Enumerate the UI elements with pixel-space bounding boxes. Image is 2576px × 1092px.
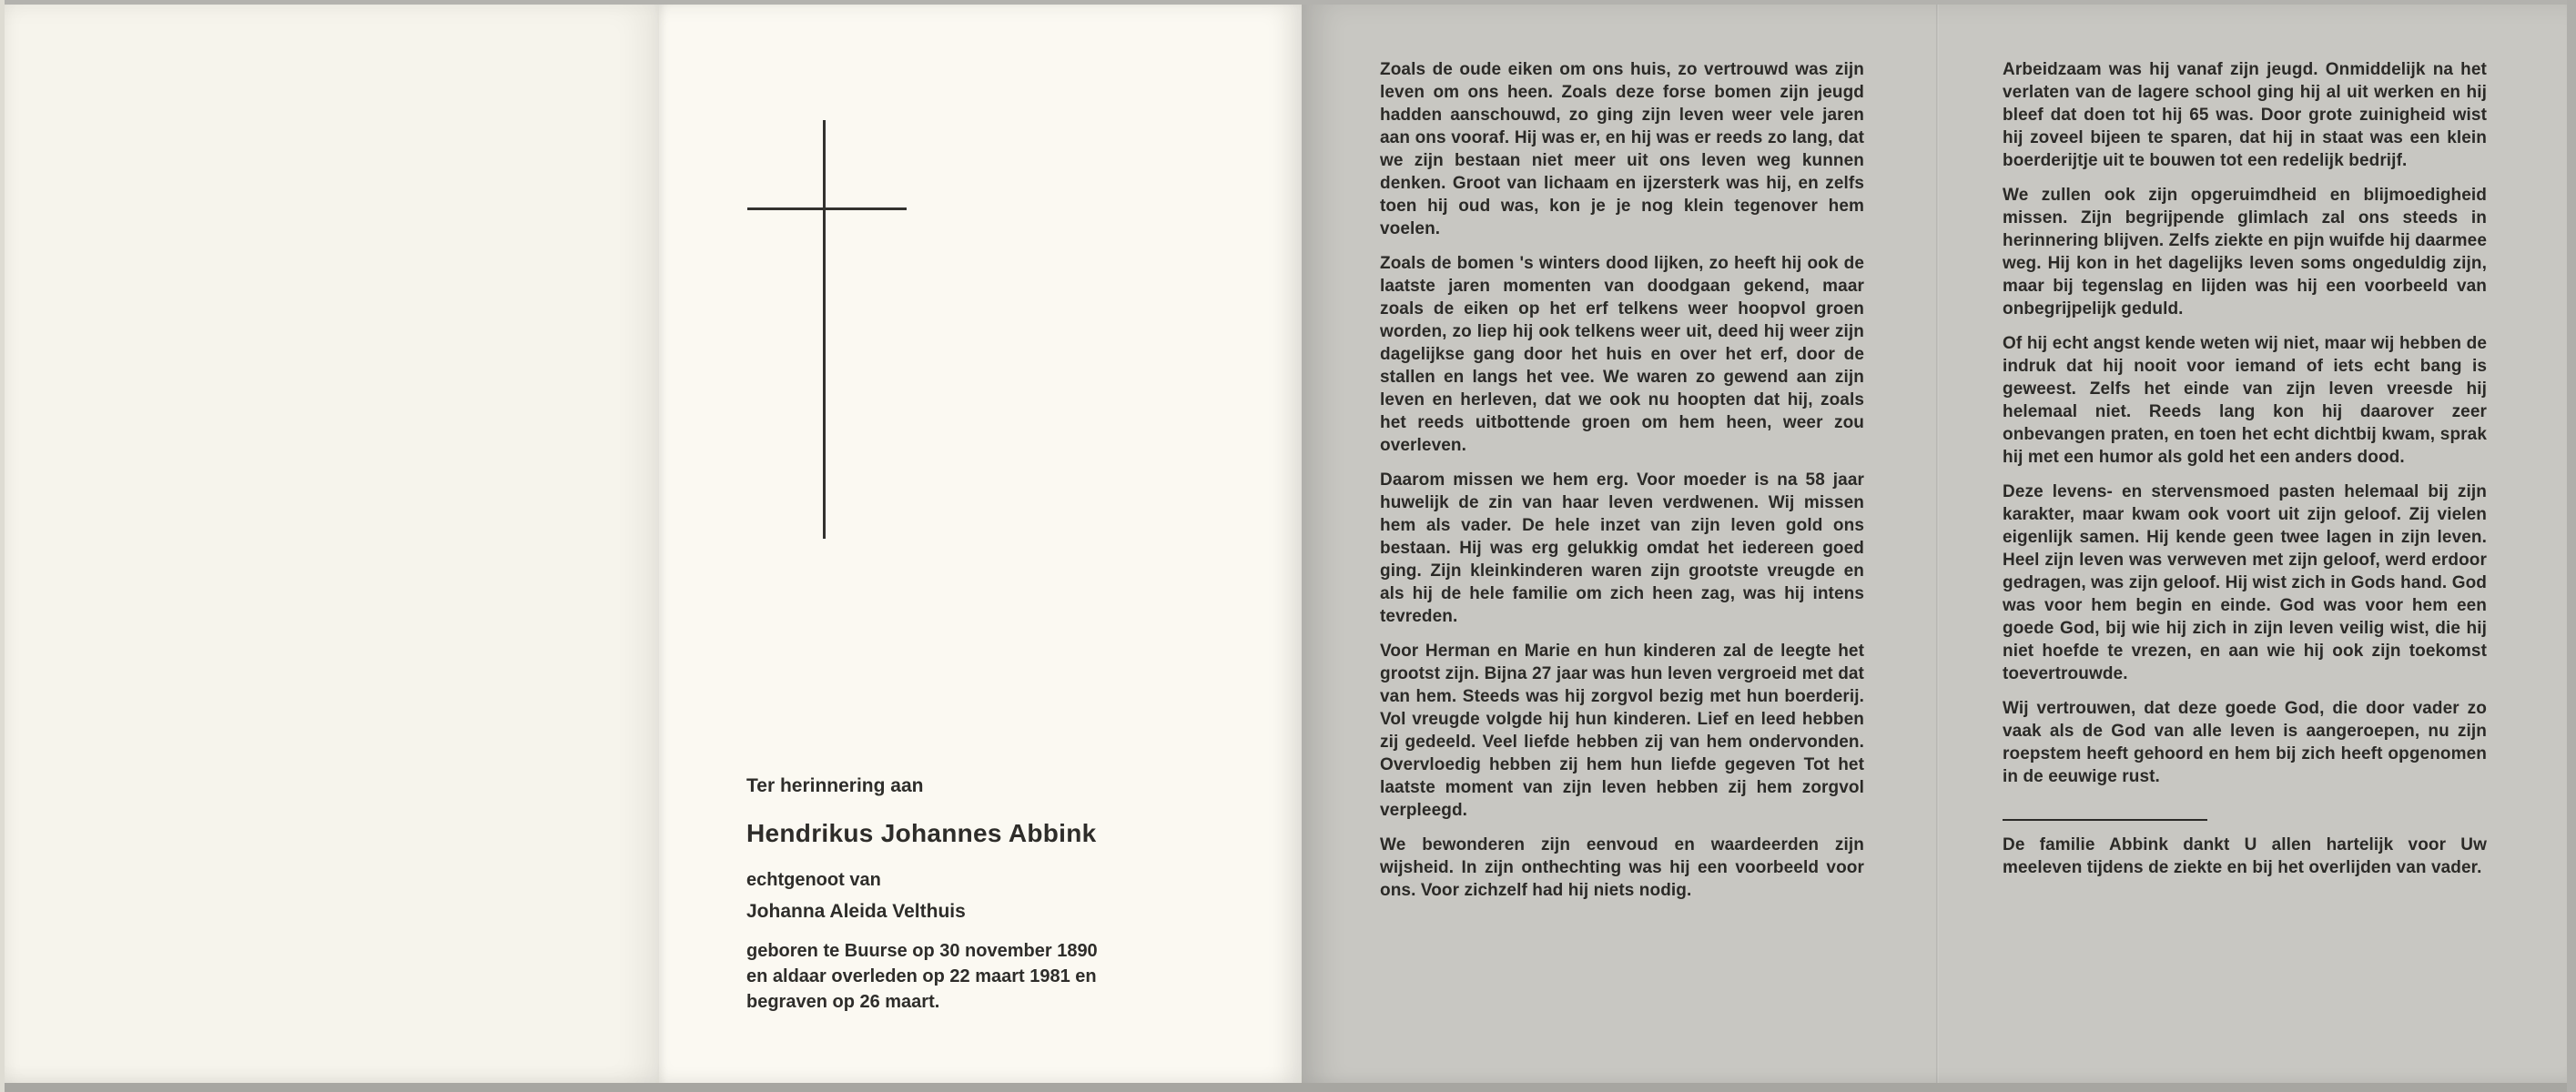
memorial-front-page: [659, 4, 1302, 1088]
scan-edge-bottom: [0, 1083, 2576, 1092]
cross-horizontal-bar: [747, 207, 907, 210]
deceased-name: Hendrikus Johannes Abbink: [746, 819, 1097, 847]
memorial-paragraph: Daarom missen we hem erg. Voor moeder is na 58 jaar huwelijk de zin van haar leven verdwenen. Wij missen hem als vader. De hele inzet van zijn leven gold ons bestaan. Hij was erg gelukkig omdat het iedereen goed ging. Zijn kleinkinderen waren zijn grootste vreugde en als hij de hele familie om zich heen zag, was hij intens tevreden.: [1380, 470, 1864, 626]
memorial-paragraph: Deze levens- en stervensmoed pasten helemaal bij zijn karakter, maar kwam ook voort uit zijn geloof. Zij vielen eigenlijk samen. Hij kende geen twee lagen in zijn leven. Heel zijn leven was verweven met zijn geloof, werd erdoor gedragen, was zijn geloof. Hij wist zich in Gods hand. God was voor hem begin en einde. God was voor hem een goede God, bij wie hij zich in zijn leven veilig wist, die hij niet hoefde te vrezen, en aan wie hij ook zijn toekomst toevertrouwde.: [2003, 482, 2487, 683]
scan-edge-right: [2567, 0, 2576, 1092]
memorial-paragraph: Zoals de bomen 's winters dood lijken, zo heeft hij ook de laatste jaren momenten van doodgaan gekend, maar zoals de eiken op het erf telkens weer hoopvol groen worden, zo liep hij ook telkens weer uit, deed hij weer zijn dagelijkse gang door het huis en over het erf, door de stallen en langs het vee. We waren zo gewend aan zijn leven en herleven, dat we ook nu hoopten dat hij, zoals het reeds uitbottende groen om hem heen, weer zou overleven.: [1380, 254, 1864, 455]
spouse-name: Johanna Aleida Velthuis: [746, 901, 966, 922]
memorial-text-column-2: [2003, 58, 2487, 891]
memorial-text-column-1: [1380, 58, 1864, 914]
death-line: en aldaar overleden op 22 maart 1981 en: [746, 966, 1097, 986]
memorial-paragraph: Zoals de oude eiken om ons huis, zo vertrouwd was zijn leven om ons heen. Zoals deze forse bomen zijn jeugd hadden aanschouwd, zo ging zijn leven weer vele jaren aan ons vooraf. Hij was er, en hij was er reeds zo lang, dat we zijn bestaan niet meer uit ons leven weg kunnen denken. Groot van lichaam en ijzersterk was hij, en zelfs toen hij oud was, kon je je nog klein tegenover hem voelen.: [1380, 60, 1864, 238]
page-fold: [1936, 0, 1939, 1092]
memorial-paragraph: We zullen ook zijn opgeruimdheid en blijmoedigheid missen. Zijn begrijpende glimlach zal ons steeds in herinnering blijven. Zelfs ziekte en pijn wuifde hij daarmee weg. Hij kon in het dagelijks leven soms ongeduldig zijn, maar bij tegenslag en lijden was hij een voorbeeld van onbegrijpelijk geduld.: [2003, 186, 2487, 318]
memorial-paragraph: Voor Herman en Marie en hun kinderen zal de leegte het grootst zijn. Bijna 27 jaar was hun leven vergroeid met dat van hem. Steeds was hij zorgvol bezig met hun boerderij. Vol vreugde volgde hij hun kinderen. Lief en leed hebben zij gedeeld. Veel liefde hebben zij van hem ondervonden. Overvloedig hebben zij hem hun liefde gegeven Tot het laatste moment van zijn leven hebben zij hem zorgvol verpleegd.: [1380, 642, 1864, 820]
acknowledgement-text: De familie Abbink dankt U allen hartelijk voor Uw meeleven tijdens de ziekte en bij het overlijden van vader.: [2003, 835, 2487, 877]
birth-line: geboren te Buurse op 30 november 1890: [746, 941, 1098, 961]
front-text-block: [746, 775, 1256, 1015]
dedication-line: Ter herinnering aan: [746, 775, 924, 796]
acknowledgement-block: [2003, 819, 2487, 879]
blank-front-cover: [0, 5, 659, 1087]
scan-edge-top: [0, 0, 2576, 5]
scan-edge-left: [0, 0, 5, 1092]
burial-line: begraven op 26 maart.: [746, 992, 940, 1012]
acknowledgement-divider: [2003, 819, 2207, 821]
spouse-label: echtgenoot van: [746, 870, 881, 890]
memorial-paragraph: Of hij echt angst kende weten wij niet, maar wij hebben de indruk dat hij nooit voor iemand of iets echt bang is geweest. Zelfs het einde van zijn leven vreesde hij helemaal niet. Reeds lang kon hij daarover zeer onbevangen praten, en toen het echt dichtbij kwam, sprak hij met een humor als gold het een anders dood.: [2003, 334, 2487, 467]
inside-spread: [1302, 0, 2576, 1092]
life-dates: [746, 938, 1256, 1015]
memorial-paragraph: Wij vertrouwen, dat deze goede God, die door vader zo vaak als de God van alle leven is aangeroepen, nu zijn roepstem heeft gehoord en hem bij zich heeft opgenomen in de eeuwige rust.: [2003, 699, 2487, 786]
memorial-paragraph: We bewonderen zijn eenvoud en waardeerden zijn wijsheid. In zijn onthechting was hij een voorbeeld voor ons. Voor zichzelf had hij niets nodig.: [1380, 835, 1864, 900]
memorial-paragraph: Arbeidzaam was hij vanaf zijn jeugd. Onmiddelijk na het verlaten van de lagere school ging hij al uit werken en hij bleef dat doen tot hij 65 was. Door grote zuinigheid wist hij zoveel bijeen te sparen, dat hij in staat was een klein boerderijtje uit te bouwen tot een redelijk bedrijf.: [2003, 60, 2487, 170]
cross-vertical-bar: [823, 120, 826, 539]
